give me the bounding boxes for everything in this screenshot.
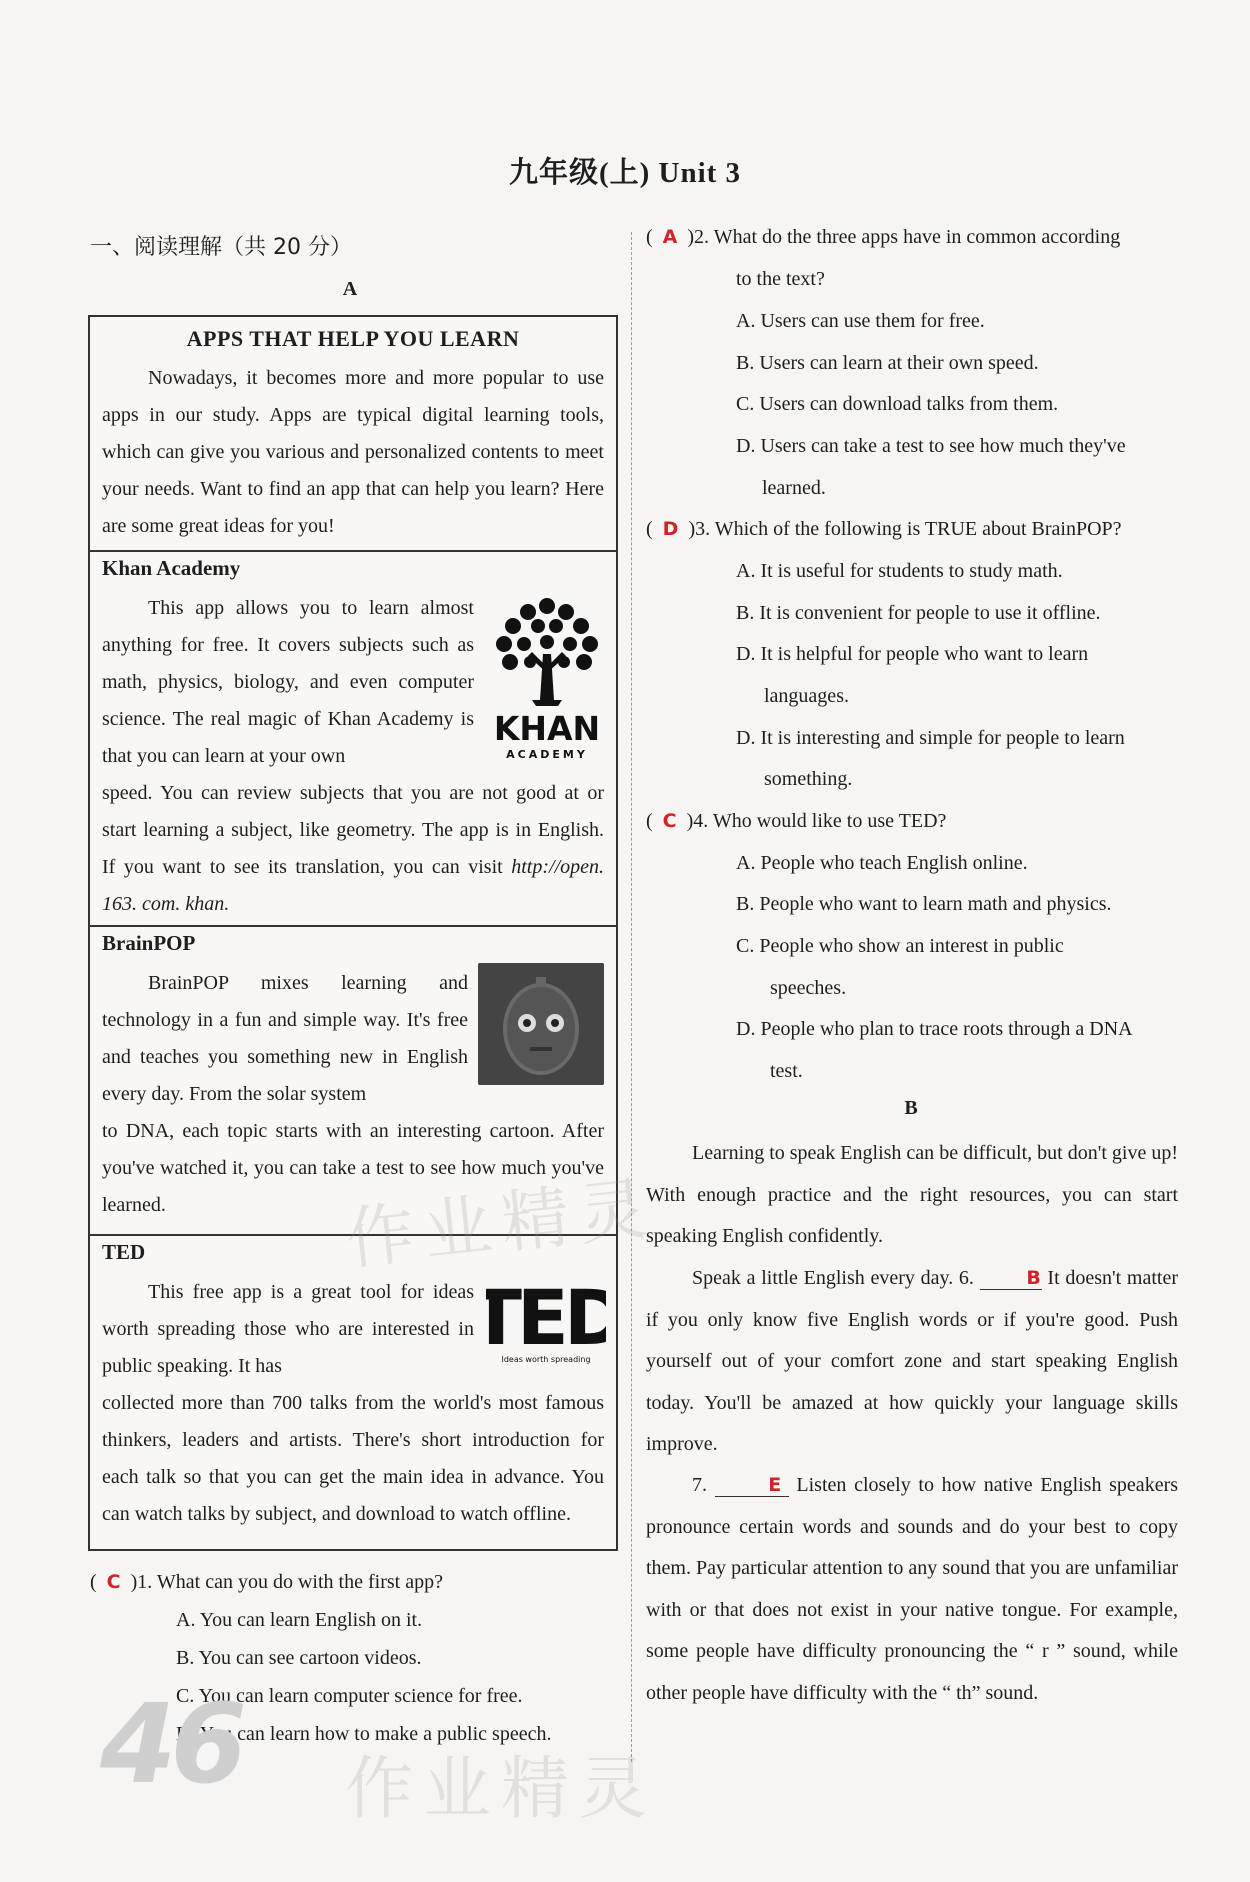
question-2: ( A )2. What do the three apps have in common according xyxy=(646,226,1121,248)
q2-option-b: B. Users can learn at their own speed. xyxy=(736,352,1039,374)
ted-name: TED xyxy=(102,1240,146,1264)
q4-option-c: C. People who show an interest in public xyxy=(736,935,1064,957)
p2-before-blank: Speak a little English every day. 6. xyxy=(692,1267,980,1289)
khan-text-full xyxy=(102,775,604,923)
passage-b-letter: B xyxy=(904,1097,918,1119)
brainpop-text-wrapped: BrainPOP mixes learning and technology in a fun and simple way. It's free and teaches you something new in English every day. From the solar system xyxy=(102,972,468,1105)
q1-option-d: D. You can learn how to make a public speech. xyxy=(176,1723,552,1745)
question-3-stem: )3. Which of the following is TRUE about BrainPOP? xyxy=(688,518,1122,540)
ted-logo xyxy=(486,1272,606,1368)
question-1: ( C )1. What can you do with the first app? xyxy=(90,1571,443,1593)
brainpop-text-full: to DNA, each topic starts with an interesting cartoon. After you've watched it, you can take a test to see how much you've learned. xyxy=(102,1120,604,1216)
khan-text-full-body: speed. You can review subjects that you are not good at or start learning a subject, like geometry. The app is in English. If you want to see its translation, you can visit xyxy=(102,782,604,878)
question-4: ( C )4. Who would like to use TED? xyxy=(646,810,947,832)
question-3-answer: D xyxy=(662,518,679,540)
q3-option-d: D. It is interesting and simple for people to learn xyxy=(736,727,1125,749)
q1-option-c: C. You can learn computer science for free. xyxy=(176,1685,523,1707)
passage-a-letter: A xyxy=(342,278,358,300)
apps-intro: Nowadays, it becomes more and more popular to use apps in our study. Apps are typical digital learning tools, which can give you various and personalized contents to meet your needs. Want to find an app that can help you learn? Here are some great ideas for you! xyxy=(102,367,604,537)
passage-b-paragraph-3 xyxy=(646,1465,1178,1714)
section-heading: 一、阅读理解（共 20 分） xyxy=(90,235,352,260)
q1-option-b: B. You can see cartoon videos. xyxy=(176,1647,422,1669)
khan-text-wrapped: This app allows you to learn almost anything for free. It covers subjects such as math, physics, biology, and even computer science. The real magic of Khan Academy is that you can learn at your own xyxy=(102,597,474,767)
watermark-upper: 作业精灵 xyxy=(342,1168,661,1281)
q4-option-b: B. People who want to learn math and physics. xyxy=(736,893,1112,915)
khan-url: http://open. 163. com. khan. xyxy=(102,856,604,915)
question-1-stem: )1. What can you do with the first app? xyxy=(130,1571,443,1593)
q3-option-d-cont: something. xyxy=(764,768,853,790)
khan-logo xyxy=(488,592,606,762)
brainpop-name: BrainPOP xyxy=(102,931,196,955)
q4-option-d: D. People who plan to trace roots through a DNA xyxy=(736,1018,1133,1040)
q2-option-d-cont: learned. xyxy=(762,477,826,499)
q4-option-a: A. People who teach English online. xyxy=(736,852,1028,874)
page-number: 46 xyxy=(100,1680,242,1808)
watermark-lower: 作业精灵 xyxy=(345,1750,658,1829)
blank-7: E xyxy=(715,1474,789,1497)
question-4-answer: C xyxy=(662,810,677,832)
question-2-stem-cont: to the text? xyxy=(736,268,825,290)
ted-text-full: collected more than 700 talks from the world's most famous thinkers, leaders and artists. There's short introduction for each talk so that you can get the main idea in advance. You can watch talks by subject, and download to watch offline. xyxy=(102,1392,604,1525)
p2-after-blank: It doesn't matter if you only know five English words or if you're good. Push yourself out of your comfort zone and start speaking English today. You'll be amazed at how quickly your language skills improve. xyxy=(646,1267,1178,1455)
apps-box-title: APPS THAT HELP YOU LEARN xyxy=(186,326,520,351)
ted-text-wrapped: This free app is a great tool for ideas worth spreading those who are interested in public speaking. It has xyxy=(102,1281,474,1377)
question-4-stem: )4. Who would like to use TED? xyxy=(686,810,947,832)
q2-option-d: D. Users can take a test to see how much they've xyxy=(736,435,1126,457)
ted-logo-tagline: Ideas worth spreading xyxy=(501,1355,591,1364)
q4-option-c-cont: speeches. xyxy=(770,977,847,999)
khan-section xyxy=(90,550,616,922)
khan-name: Khan Academy xyxy=(102,556,241,580)
question-2-stem: )2. What do the three apps have in common according xyxy=(687,226,1121,248)
q3-option-b: B. It is convenient for people to use it offline. xyxy=(736,602,1101,624)
brainpop-robot-image xyxy=(478,963,604,1085)
q2-option-c: C. Users can download talks from them. xyxy=(736,393,1059,415)
q4-option-d-cont: test. xyxy=(770,1060,803,1082)
q1-option-a: A. You can learn English on it. xyxy=(176,1609,423,1631)
apps-box xyxy=(88,315,618,1551)
p3-before-blank: 7. xyxy=(692,1474,715,1496)
question-2-answer: A xyxy=(662,226,678,248)
page-title: 九年级(上) Unit 3 xyxy=(508,157,742,189)
ted-logo-text: TED xyxy=(486,1273,606,1362)
p3-after-blank: Listen closely to how native English speakers pronounce certain words and sounds and do your best to copy them. Pay particular attention to any sound that you are unfamiliar with or that does not exist in your native tongue. For example, some people have difficulty pronouncing the “ r ” sound, while other people have difficulty with the “ th” sound. xyxy=(646,1474,1179,1704)
khan-logo-sub: ACADEMY xyxy=(506,748,588,761)
question-1-answer: C xyxy=(106,1571,121,1593)
q2-option-a: A. Users can use them for free. xyxy=(736,310,985,332)
khan-logo-text: KHAN xyxy=(493,709,601,748)
q3-option-a: A. It is useful for students to study math. xyxy=(736,560,1063,582)
q3-option-c: D. It is helpful for people who want to learn xyxy=(736,643,1089,665)
passage-b-paragraph-2 xyxy=(646,1258,1178,1466)
passage-b-paragraph-1: Learning to speak English can be difficult, but don't give up! With enough practice and the right resources, you can start speaking English confidently. xyxy=(646,1142,1178,1247)
q3-option-c-cont: languages. xyxy=(764,685,849,707)
column-divider xyxy=(631,232,632,1762)
blank-6: B xyxy=(980,1267,1042,1290)
question-3: ( D )3. Which of the following is TRUE about BrainPOP? xyxy=(646,518,1122,540)
